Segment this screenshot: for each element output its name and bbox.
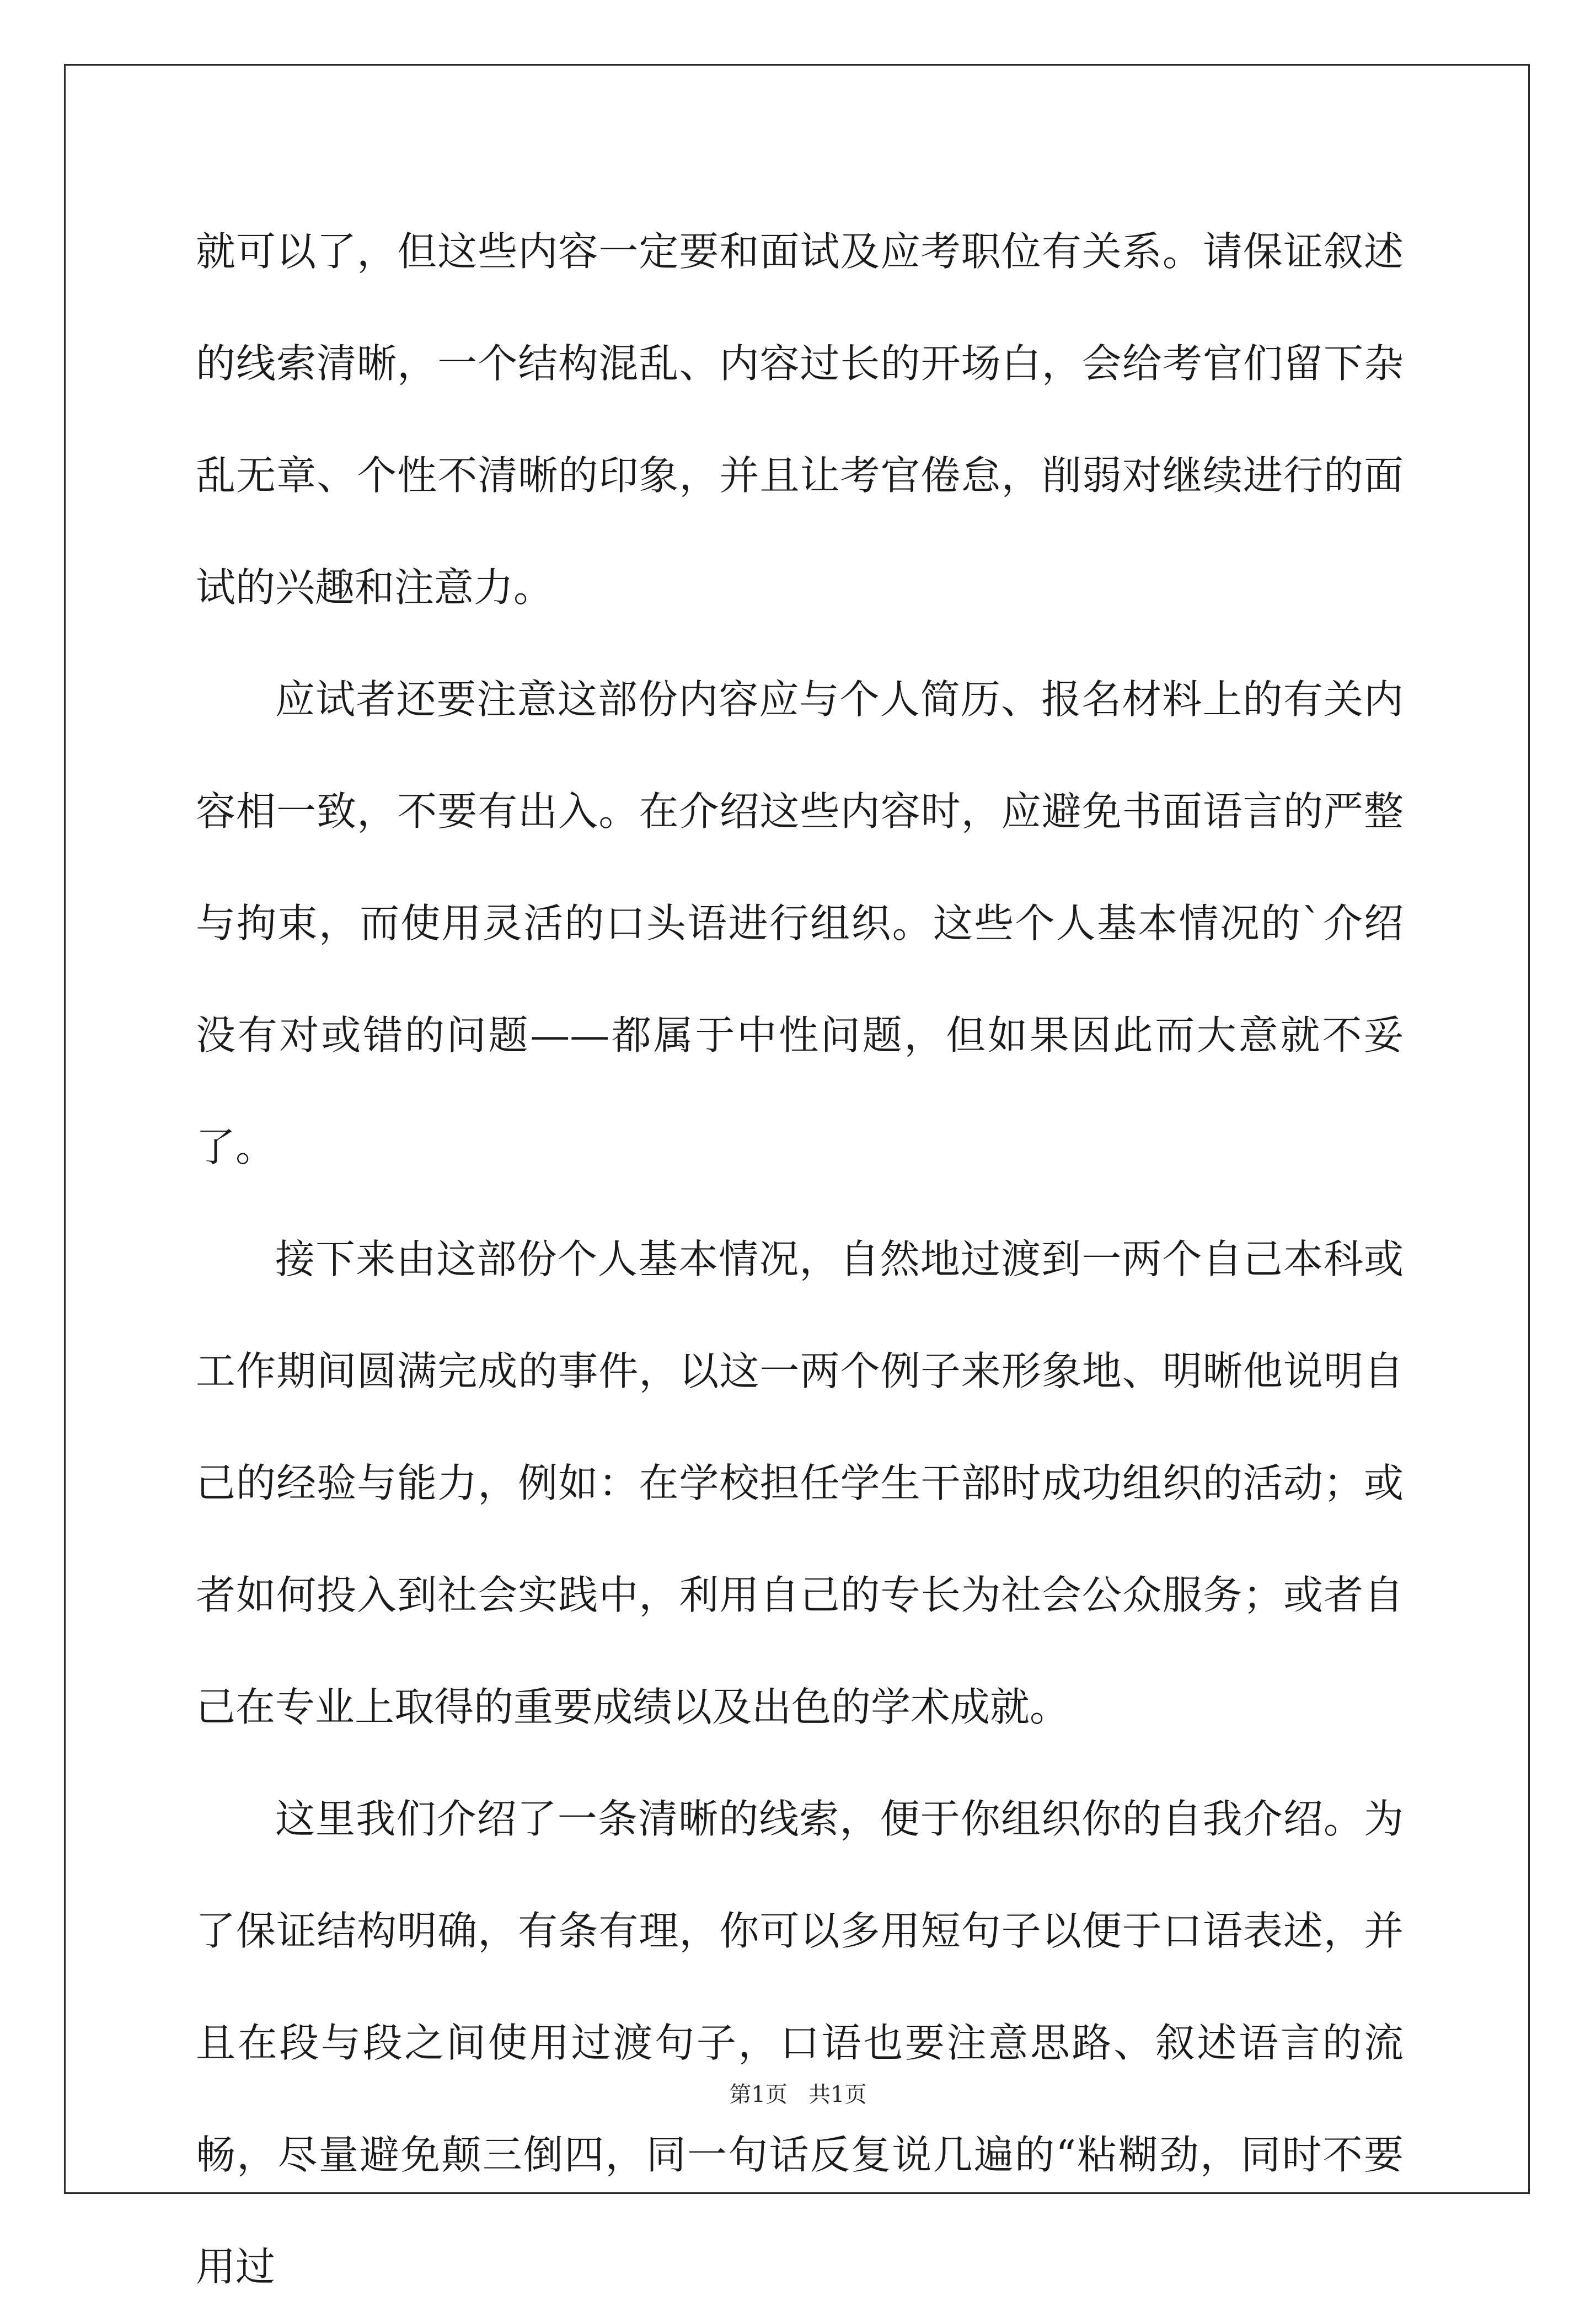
page-number: 第1页 共1页 xyxy=(729,2082,867,2107)
paragraph-1: 就可以了，但这些内容一定要和面试及应考职位有关系。请保证叙述的线索清晰，一个结构混乱、内容过长的开场白，会给考官们留下杂乱无章、个性不清晰的印象，并且让考官倦怠，削弱对继续进行的面试的兴趣和注意力。 xyxy=(196,228,1404,611)
paragraph-2: 应试者还要注意这部份内容应与个人简历、报名材料上的有关内容相一致，不要有出入。在介绍这些内容时，应避免书面语言的严整与拘束，而使用灵活的口头语进行组织。这些个人基本情况的`介绍没有对或错的问题——都属于中性问题，但如果因此而大意就不妥了。 xyxy=(196,676,1404,1170)
document-body xyxy=(196,196,1404,2323)
paragraph-4: 这里我们介绍了一条清晰的线索，便于你组织你的自我介绍。为了保证结构明确，有条有理，你可以多用短句子以便于口语表述，并且在段与段之间使用过渡句子，口语也要注意思路、叙述语言的流畅，尽量避免颠三倒四，同一句话反复说几遍的“粘糊劲，同时不要用过 xyxy=(196,1796,1404,2290)
paragraph-3: 接下来由这部份个人基本情况，自然地过渡到一两个自己本科或工作期间圆满完成的事件，以这一两个例子来形象地、明晰他说明自己的经验与能力，例如：在学校担任学生干部时成功组织的活动；或者如何投入到社会实践中，利用自己的专长为社会公众服务；或者自己在专业上取得的重要成绩以及出色的学术成就。 xyxy=(196,1236,1404,1730)
page-footer xyxy=(0,2078,1596,2111)
